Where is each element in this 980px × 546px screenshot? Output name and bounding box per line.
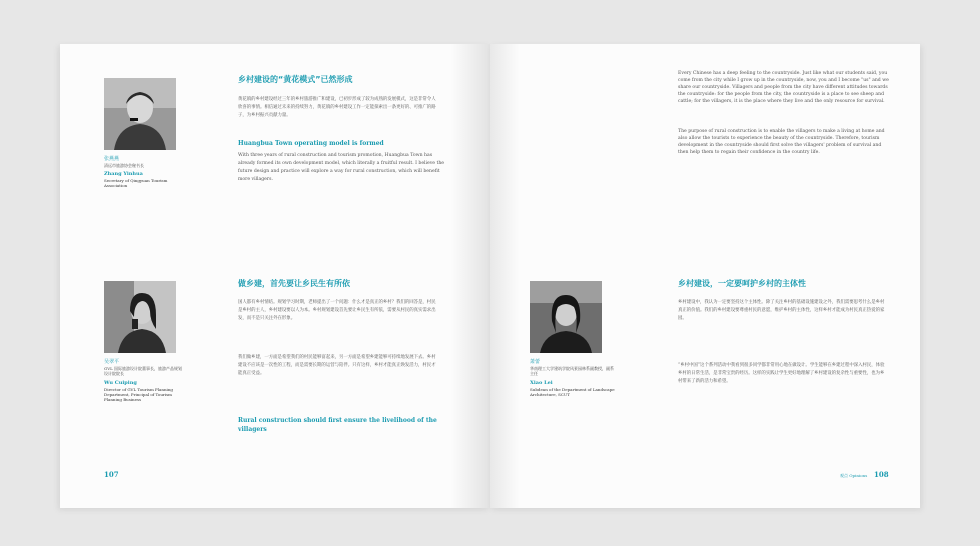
person-name-cn: 萧蕾 — [530, 359, 541, 365]
section-title: 做乡建，首先要让乡民生有所依 — [238, 279, 350, 288]
body-text-cn: 黄花镇的乡村建设经过三年的乡村旅游推广和建设，已初步形成了较为成熟的发展模式，这是非常令人欣喜的事情。相信通过未来的持续努力，黄花镇的乡村建设工作一定能探索出一条更好的、可推广的路子，为乡村振兴贡献力量。 — [238, 97, 436, 118]
section-title: 乡村建设，一定要呵护乡村的主体性 — [678, 279, 806, 288]
section-subtitle-en: Rural construction should first ensure the livelihood of the villagers — [238, 417, 437, 433]
person-role-cn: GVL 国际旅游设计院董事长，旅游产品规划设计院院长 — [104, 366, 183, 376]
intro-text-en: Every Chinese has a deep feeling to the countryside. Just like what our students said, you come from the city while I grow up in the countryside, now, you and I become "us" and we share our countryside. Villagers and people from the city have different attitudes towards the countryside: for the people from the city, the countryside is a place to see sheep and cattle; for the villagers, it is the place where they live and the only resource for survival. — [678, 71, 889, 104]
page-number: 108 — [874, 470, 889, 479]
section-footer-label: 观点 Opinions — [840, 473, 868, 478]
section-title: 乡村建设的“黄花模式”已然形成 — [238, 75, 353, 84]
portrait-photo-xiao — [530, 281, 602, 353]
gutter-shadow — [450, 44, 490, 508]
portrait-image — [530, 281, 602, 353]
body-text-cn: 我们做乡建，一方面是希望我们的村民能够富起来，另一方面是希望乡建能够可持续地发展下去。乡村建设不应该是一次性的工程，而是需要长期的运营与陪伴。只有这样，乡村才能真正焕发活力，村民才能真正受益。 — [238, 355, 436, 376]
person-name-cn: 张燕燕 — [104, 156, 120, 162]
person-role-cn: 清远市旅游协会秘书长 — [104, 163, 144, 168]
right-page — [490, 44, 920, 508]
section-subtitle-en: Huangbua Town operating model is formed — [238, 140, 384, 147]
portrait-photo-wu — [104, 281, 176, 353]
person-name-en: Wu Cuiping — [104, 380, 137, 386]
gutter-shadow — [490, 44, 520, 508]
intro-text-en: The purpose of rural construction is to enable the villagers to make a living at home and also allow the tourists to experience the beauty of the countryside. Therefore, tourism development in the countryside should first solve the villagers' problem of survival and then help them to regain their confidence in the country life. — [678, 129, 885, 155]
portrait-image — [104, 281, 176, 353]
page-number: 107 — [104, 470, 119, 479]
body-text-cn: 国人都有乡村情结。规划学习时期，老师提出了一个问题：什么才是真正的乡村？我们的回答是，村民是乡村的主人，乡村建设要以人为本。乡村规划建设首先要让乡民生有所依，需要从村民的真实需求出发，而不是只关注外在形象。 — [238, 300, 436, 321]
portrait-photo-zhang — [104, 78, 176, 150]
portrait-image — [104, 78, 176, 150]
person-role-en: Secretary of Qingyuan Tourism Association — [104, 178, 168, 188]
person-role-en: Director of GVL Tourism Planning Department, Principal of Tourism Planning Business — [104, 387, 173, 402]
person-name-en: Xiao Lei — [530, 380, 553, 386]
book-spread — [60, 44, 920, 508]
person-role-cn: 华南理工大学建筑学院风景园林系副教授，副系主任 — [530, 366, 614, 376]
body-text-en: With three years of rural construction and tourism promotion, Huangbua Town has already formed its own development model, which literally a fruitful result. I believe the future design and practice will explore a way for rural construction, which will benefit more villagers. — [238, 153, 444, 182]
left-page — [60, 44, 490, 508]
person-name-cn: 吴翠平 — [104, 359, 120, 365]
person-role-en: Subdean of the Department of Landscape Architecture, SCUT — [530, 387, 615, 397]
body-text-cn: 乡村建设中，我认为一定要坚持这个主体性。除了关注乡村的基础设施建设之外，我们需要思考什么是乡村真正的价值。我们的乡村建设要尊重村民的意愿，维护乡村的主体性，这样乡村才能成为村民真正热爱的家园。 — [678, 300, 885, 321]
body-text-cn: “乡村中国”这个系列活动中我看到很多同学都非常用心地在做设计。学生能够在乡建过程中深入村民，体验乡村的日常生活，是非常宝贵的经历。这样的实践让学生更好地理解了乡村建设的复杂性与重要性，也为乡村带来了新的活力和希望。 — [678, 363, 885, 384]
person-name-en: Zhang Yinhua — [104, 171, 143, 177]
